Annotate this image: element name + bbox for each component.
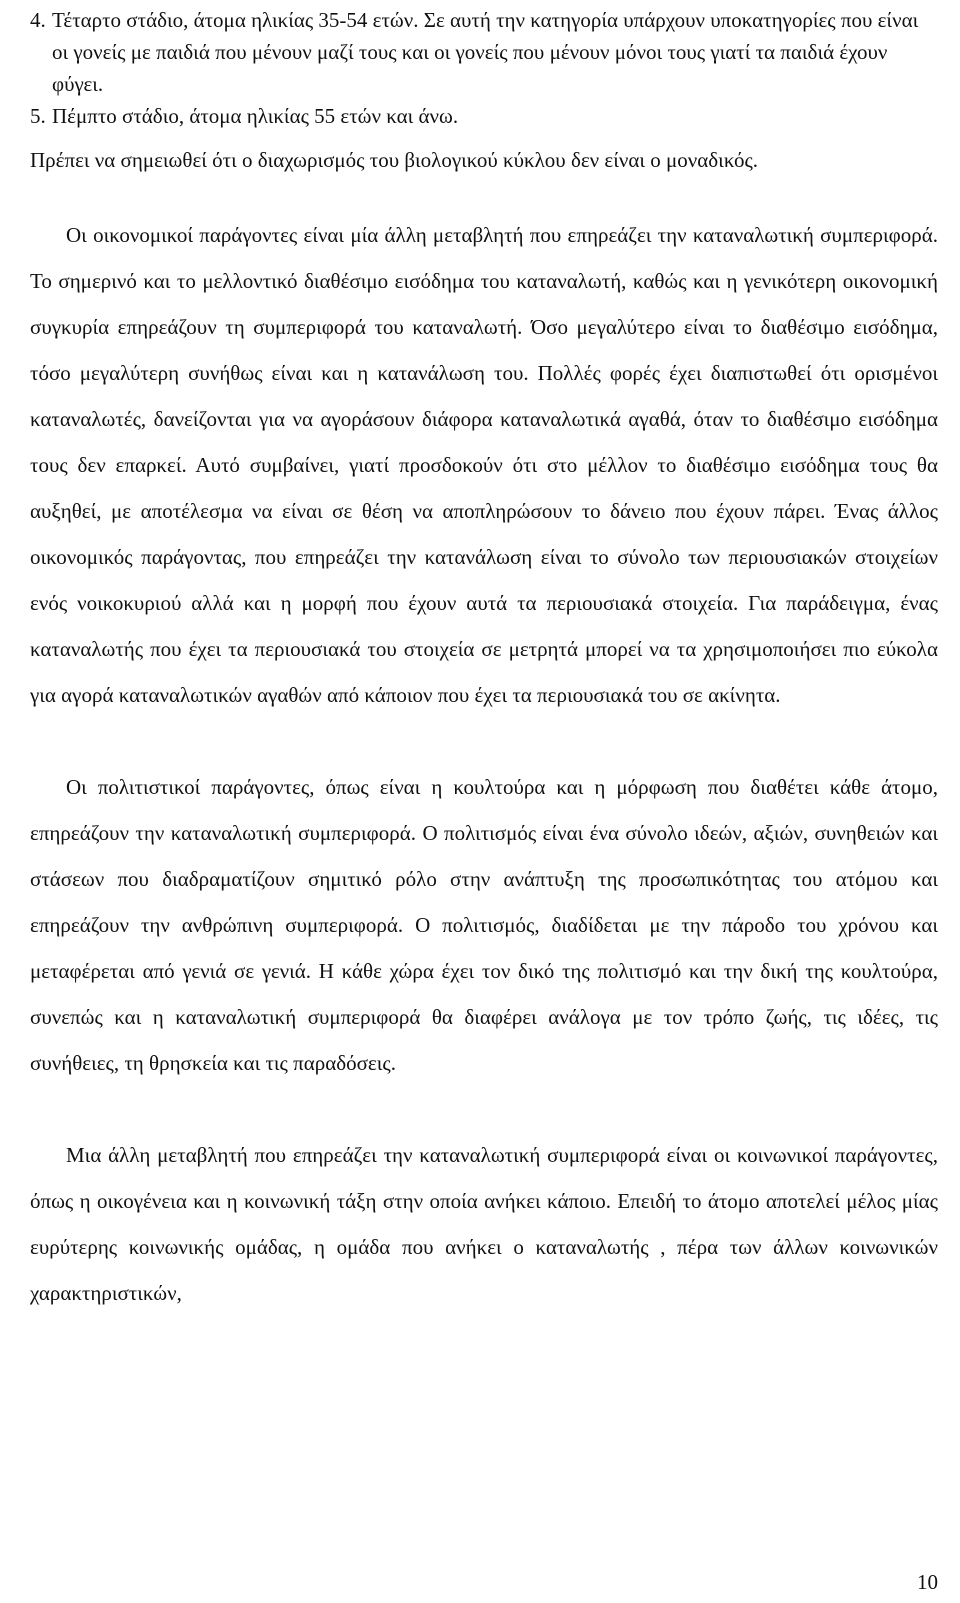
stage-list bbox=[30, 4, 938, 132]
list-item-text: Πέμπτο στάδιο, άτομα ηλικίας 55 ετών και άνω. bbox=[52, 104, 459, 128]
paragraph-social-factors: Μια άλλη μεταβλητή που επηρεάζει την καταναλωτική συμπεριφορά είναι οι κοινωνικοί παράγοντες, όπως η οικογένεια και η κοινωνική τάξη στην οποία ανήκει κάποιο. Επειδή το άτομο αποτελεί μέλος μίας ευρύτερης κοινωνικής ομάδας, η ομάδα που ανήκει ο καταναλωτής , πέρα των άλλων κοινωνικών χαρακτηριστικών, bbox=[30, 1143, 938, 1305]
document-page bbox=[30, 0, 938, 1316]
paragraph-economic-factors: Οι οικονομικοί παράγοντες είναι μία άλλη μεταβλητή που επηρεάζει την καταναλωτική συμπεριφορά. Το σημερινό και το μελλοντικό διαθέσιμο εισόδημα του καταναλωτή, καθώς και η γενικότερη οικονομική συγκυρία επηρεάζουν τη συμπεριφορά του καταναλωτή. Όσο μεγαλύτερο είναι το διαθέσιμο εισόδημα, τόσο μεγαλύτερη συνήθως είναι και η κατανάλωση του. Πολλές φορές έχει διαπιστωθεί ότι ορισμένοι καταναλωτές, δανείζονται για να αγοράσουν διάφορα καταναλωτικά αγαθά, όταν το διαθέσιμο εισόδημα τους δεν επαρκεί. Αυτό συμβαίνει, γιατί προσδοκούν ότι στο μέλλον το διαθέσιμο εισόδημα τους θα αυξηθεί, με αποτέλεσμα να είναι σε θέση να αποπληρώσουν το δάνειο που έχουν πάρει. Ένας άλλος οικονομικός παράγοντας, που επηρεάζει την κατανάλωση είναι το σύνολο των περιουσιακών στοιχείων ενός νοικοκυριού αλλά και η μορφή που έχουν αυτά τα περιουσιακά στοιχεία. Για παράδειγμα, ένας καταναλωτής που έχει τα περιουσιακά του στοιχεία σε μετρητά μπορεί να τα χρησιμοποιήσει πιο εύκολα για αγορά καταναλωτικών αγαθών από κάποιον που έχει τα περιουσιακά του σε ακίνητα. bbox=[30, 223, 938, 707]
list-item-number: 5. bbox=[30, 104, 46, 128]
paragraph-cultural-factors: Οι πολιτιστικοί παράγοντες, όπως είναι η κουλτούρα και η μόρφωση που διαθέτει κάθε άτομο, επηρεάζουν την καταναλωτική συμπεριφορά. Ο πολιτισμός είναι ένα σύνολο ιδεών, αξιών, συνηθειών και στάσεων που διαδραματίζουν σημιτικό ρόλο στην ανάπτυξη της προσωπικότητας του ατόμου και επηρεάζουν την ανθρώπινη συμπεριφορά. Ο πολιτισμός, διαδίδεται με την πάροδο του χρόνου και μεταφέρεται από γενιά σε γενιά. Η κάθε χώρα έχει τον δικό της πολιτισμό και την δική της κουλτούρα, συνεπώς και η καταναλωτική συμπεριφορά θα διαφέρει ανάλογα με τον τρόπο ζωής, τις ιδέες, τις συνήθειες, τη θρησκεία και τις παραδόσεις. bbox=[30, 775, 938, 1075]
note-text: Πρέπει να σημειωθεί ότι ο διαχωρισμός του βιολογικού κύκλου δεν είναι ο μοναδικός. bbox=[30, 148, 759, 172]
list-item-text: Τέταρτο στάδιο, άτομα ηλικίας 35-54 ετών. Σε αυτή την κατηγορία υπάρχουν υποκατηγορίες που είναι οι γονείς με παιδιά που μένουν μαζί τους και οι γονείς που μένουν μόνοι τους γιατί τα παιδιά έχουν φύγει. bbox=[52, 8, 919, 96]
list-item bbox=[30, 100, 938, 132]
list-item-number: 4. bbox=[30, 8, 46, 32]
page-number: 10 bbox=[917, 1570, 938, 1594]
list-item bbox=[30, 4, 938, 100]
